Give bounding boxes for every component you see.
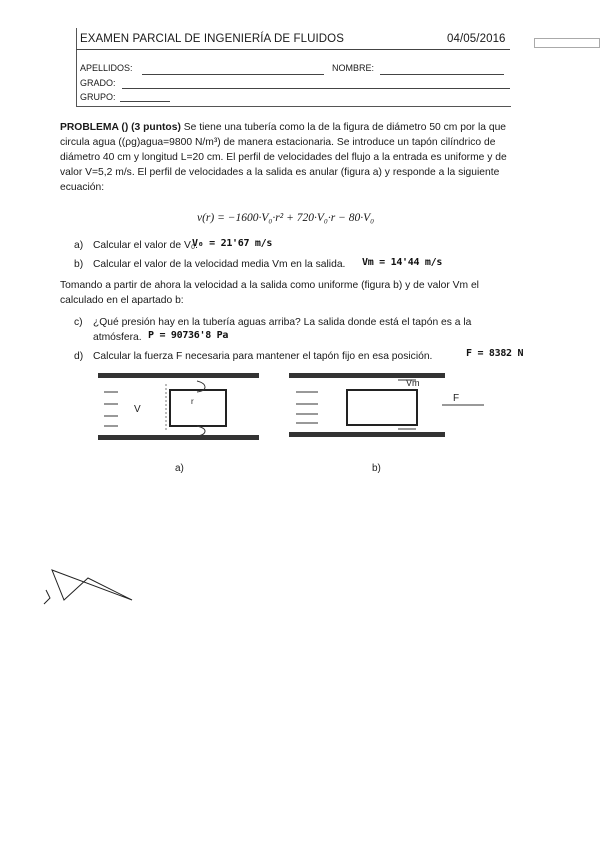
question-d-text: Calcular la fuerza F necesaria para mantener el tapón fijo en esa posición. <box>93 351 433 362</box>
scribble-mark <box>44 590 50 604</box>
intro-line-1: Se tiene una tubería como la de la figura de diámetro 50 cm por la que <box>183 122 507 133</box>
annular-profile-bottom <box>197 426 205 436</box>
question-c-label: c) <box>74 317 83 328</box>
exam-title: EXAMEN PARCIAL DE INGENIERÍA DE FLUIDOS <box>80 33 344 45</box>
question-a-text: Calcular el valor de V₀. <box>93 240 199 251</box>
figure-b <box>289 373 484 474</box>
question-c-line-2: atmósfera. <box>93 332 142 343</box>
scribble-shape <box>52 570 132 600</box>
answer-b: Vm = 14'44 m/s <box>362 257 443 268</box>
answer-c: P = 90736'8 Pa <box>148 330 229 341</box>
intro-line-3: diámetro 40 cm y longitud L=20 cm. El perfil de velocidades del flujo a la entrada es uniforme y de <box>60 152 507 163</box>
plug-b <box>347 390 417 425</box>
apellidos-label: APELLIDOS: <box>80 63 133 73</box>
transition-line-2: calculado en el apartado b: <box>60 295 184 306</box>
question-c-line-1: ¿Qué presión hay en la tubería aguas arriba? La salida donde está el tapón es a la <box>93 317 472 328</box>
force-label: F <box>453 393 460 404</box>
pipe-a-top-wall <box>98 373 259 378</box>
velocity-label-v: V <box>134 404 141 415</box>
question-b-label: b) <box>74 259 84 270</box>
transition-line-1: Tomando a partir de ahora la velocidad a la salida como uniforme (figura b) y de valor Vm el <box>60 280 479 291</box>
figure-a-caption: a) <box>175 463 184 474</box>
intro-line-4: valor V=5,2 m/s. El perfil de velocidades a la salida es anular (figura a) y responde a la siguiente <box>60 167 500 178</box>
pen-scribble <box>44 570 132 604</box>
question-a-label: a) <box>74 240 84 251</box>
question-d-label: d) <box>74 351 84 362</box>
radius-label-r: r <box>191 397 194 406</box>
mean-velocity-label: Vm <box>406 378 420 388</box>
figure-b-caption: b) <box>372 463 381 474</box>
nombre-label: NOMBRE: <box>332 63 375 73</box>
problem-heading: PROBLEMA () (3 puntos) <box>60 122 181 133</box>
grado-label: GRADO: <box>80 78 116 88</box>
pipe-b-top-wall <box>289 373 445 378</box>
grupo-label: GRUPO: <box>80 92 116 102</box>
plug-a <box>170 390 226 426</box>
pipe-a-bottom-wall <box>98 435 259 440</box>
figure-a <box>98 373 259 474</box>
exam-date: 04/05/2016 <box>447 33 506 45</box>
question-b-text: Calcular el valor de la velocidad media Vm en la salida. <box>93 259 346 270</box>
intro-line-2: circula agua ((ρg)agua=9800 N/m³) de manera estacionaria. Se introduce un tapón cilíndrico de <box>60 137 496 148</box>
velocity-equation: v(r) = −1600·V₀·r² + 720·V₀·r − 80·V₀ <box>197 212 375 224</box>
answer-a: V₀ = 21'67 m/s <box>192 238 273 249</box>
pipe-b-bottom-wall <box>289 432 445 437</box>
answer-d: F = 8382 N <box>466 348 524 359</box>
intro-line-5: ecuación: <box>60 182 105 193</box>
